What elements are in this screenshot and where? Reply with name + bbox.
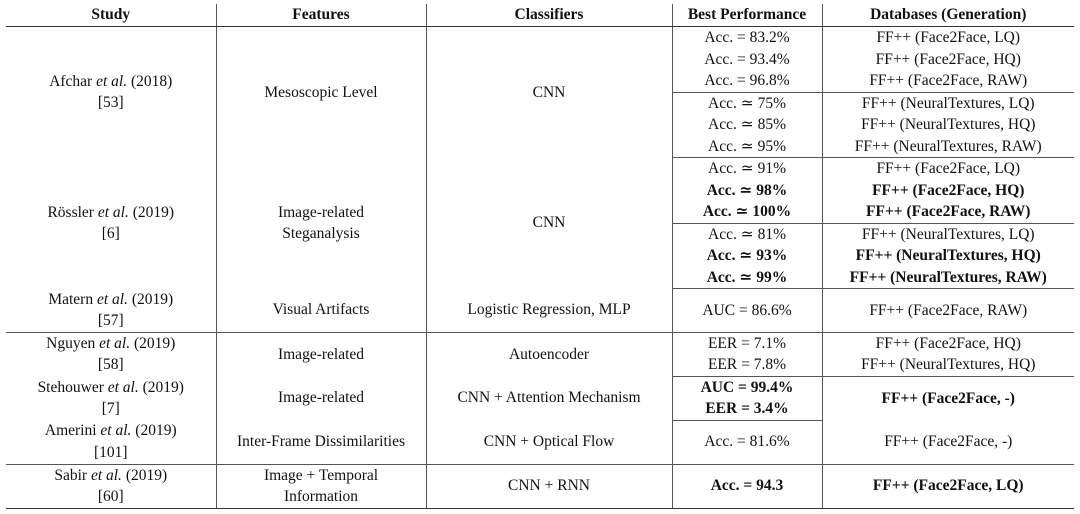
header-databases: Databases (Generation) <box>822 4 1074 27</box>
performance-cell: Acc. = 81.6% <box>672 420 822 464</box>
features-text: Mesoscopic Level <box>264 83 378 101</box>
performance-cell: Acc. ≃ 91% <box>672 158 822 180</box>
features-text: Image-related <box>277 389 365 407</box>
study-text: [6] <box>101 225 120 242</box>
database-cell: FF++ (NeuralTextures, HQ) <box>861 116 1036 133</box>
comparison-table <box>6 4 1074 509</box>
header-study: Study <box>6 4 216 27</box>
database-cell: FF++ (Face2Face, RAW) <box>822 70 1074 92</box>
performance-cell: EER = 7.1% <box>672 332 822 354</box>
study-text: Sabir et al. (2019) <box>54 466 168 484</box>
study-cell <box>6 289 216 333</box>
database-cell: FF++ (Face2Face, RAW) <box>822 201 1074 223</box>
study-cell <box>6 158 216 289</box>
database-cell: FF++ (NeuralTextures, LQ) <box>861 94 1035 112</box>
study-cell <box>6 464 216 508</box>
database-cell: FF++ (Face2Face, LQ) <box>876 160 1021 177</box>
database-cell: FF++ (Face2Face, RAW) <box>822 289 1074 333</box>
table-row <box>6 158 1074 180</box>
header-best-performance: Best Performance <box>672 4 822 27</box>
classifier-cell: Logistic Regression, MLP <box>426 289 672 333</box>
features-text: Image-related <box>277 203 365 221</box>
header-row <box>6 4 1074 27</box>
database-cell: FF++ (Face2Face, LQ) <box>822 464 1074 508</box>
table-row <box>6 332 1074 354</box>
database-cell: FF++ (Face2Face, HQ) <box>875 334 1021 352</box>
study-text: Rössler et al. (2019) <box>47 203 175 221</box>
study-text: [58] <box>97 356 124 374</box>
features-text: Information <box>283 488 359 505</box>
database-cell: FF++ (NeuralTextures, HQ) <box>855 247 1041 264</box>
database-cell: FF++ (Face2Face, HQ) <box>875 50 1021 68</box>
performance-cell: Acc. ≃ 99% <box>672 267 822 289</box>
table-row <box>6 420 1074 464</box>
performance-cell: Acc. ≃ 75% <box>672 92 822 114</box>
classifier-cell: CNN + Optical Flow <box>426 420 672 464</box>
features-text: Steganalysis <box>282 225 360 242</box>
study-text: [57] <box>97 312 124 329</box>
performance-cell: Acc. ≃ 85% <box>672 114 822 136</box>
classifier-cell: CNN <box>426 27 672 158</box>
performance-cell: AUC = 86.6% <box>672 289 822 333</box>
features-cell <box>216 332 426 376</box>
table-row <box>6 376 1074 398</box>
header-classifiers: Classifiers <box>426 4 672 27</box>
features-cell <box>216 289 426 333</box>
table-row <box>6 464 1074 508</box>
study-text: Stehouwer et al. (2019) <box>37 378 184 396</box>
features-cell <box>216 158 426 289</box>
performance-cell: Acc. ≃ 81% <box>672 223 822 245</box>
features-text: Visual Artifacts <box>272 301 370 319</box>
performance-cell: AUC = 99.4% <box>672 376 822 398</box>
performance-cell: Acc. ≃ 95% <box>672 136 822 158</box>
study-text: [60] <box>97 488 124 505</box>
performance-cell: Acc. ≃ 93% <box>672 245 822 267</box>
study-cell <box>6 27 216 158</box>
study-cell <box>6 420 216 464</box>
table-row <box>6 289 1074 333</box>
table-body <box>6 27 1074 509</box>
features-cell <box>216 27 426 158</box>
database-cell: FF++ (Face2Face, HQ) <box>872 181 1025 199</box>
database-cell: FF++ (NeuralTextures, LQ) <box>861 225 1035 243</box>
table-row <box>6 27 1074 49</box>
performance-cell: EER = 7.8% <box>672 354 822 376</box>
study-text: [7] <box>101 400 120 417</box>
features-cell <box>216 420 426 464</box>
performance-cell: Acc. = 83.2% <box>672 27 822 49</box>
performance-cell: Acc. = 93.4% <box>672 49 822 71</box>
features-cell <box>216 464 426 508</box>
classifier-cell: CNN <box>426 158 672 289</box>
performance-cell: EER = 3.4% <box>672 398 822 420</box>
header-features: Features <box>216 4 426 27</box>
classifier-cell: Autoencoder <box>426 332 672 376</box>
study-text: Amerini et al. (2019) <box>44 422 177 440</box>
database-cell: FF++ (NeuralTextures, RAW) <box>822 136 1074 158</box>
database-cell: FF++ (Face2Face, -) <box>822 420 1074 464</box>
study-text: [53] <box>97 94 124 112</box>
features-text: Inter-Frame Dissimilarities <box>237 433 405 450</box>
classifier-cell: CNN + RNN <box>426 464 672 508</box>
performance-cell: Acc. ≃ 98% <box>672 180 822 202</box>
study-cell <box>6 332 216 376</box>
performance-cell: Acc. = 96.8% <box>672 70 822 92</box>
database-cell: FF++ (NeuralTextures, RAW) <box>822 267 1074 289</box>
study-text: Afchar et al. (2018) <box>49 72 173 90</box>
study-text: Nguyen et al. (2019) <box>46 334 176 352</box>
database-cell: FF++ (NeuralTextures, HQ) <box>822 354 1074 376</box>
classifier-cell: CNN + Attention Mechanism <box>426 376 672 420</box>
study-cell <box>6 376 216 420</box>
database-cell: FF++ (Face2Face, LQ) <box>876 29 1021 46</box>
study-text: Matern et al. (2019) <box>48 290 174 308</box>
features-cell <box>216 376 426 420</box>
features-text: Image-related <box>277 345 365 363</box>
performance-cell: Acc. = 94.3 <box>672 464 822 508</box>
study-text: [101] <box>93 443 128 461</box>
performance-cell: Acc. ≃ 100% <box>672 201 822 223</box>
features-text: Image + Temporal <box>263 466 379 484</box>
database-cell: FF++ (Face2Face, -) <box>881 389 1015 407</box>
